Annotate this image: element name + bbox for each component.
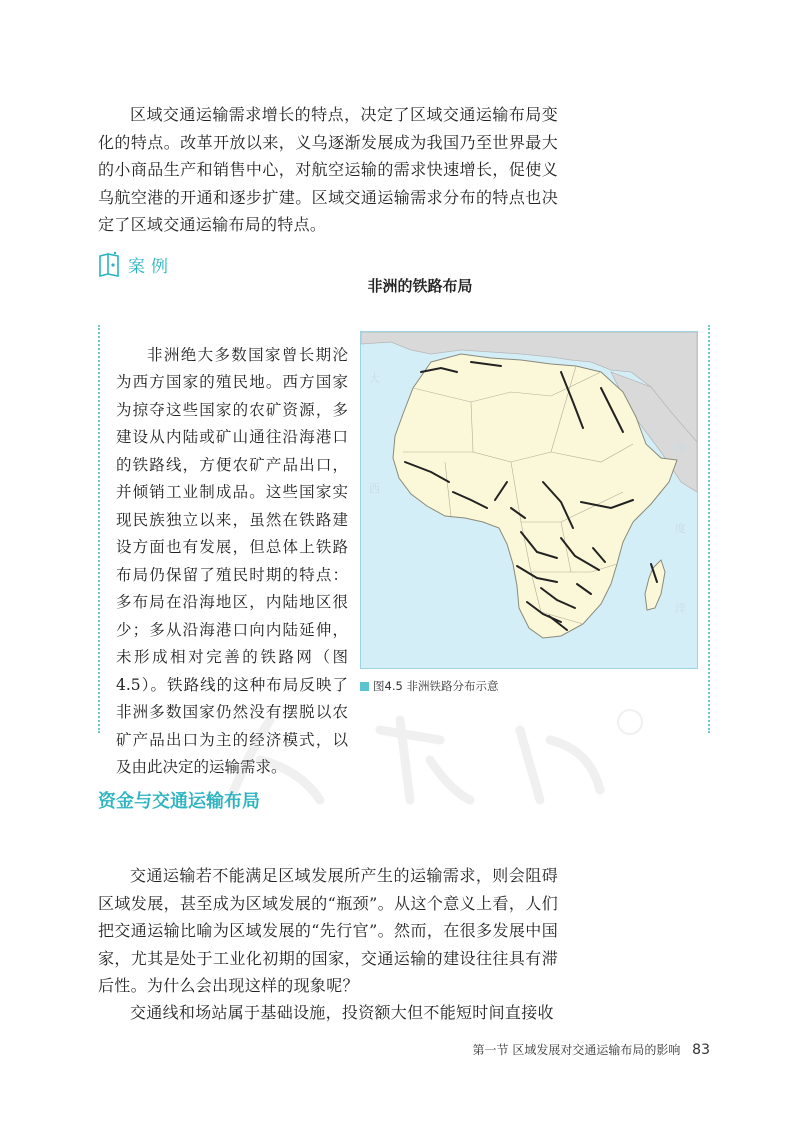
body-paragraph-3: 交通线和场站属于基础设施，投资额大但不能短时间直接收: [130, 1003, 554, 1022]
case-title: 非洲的铁路布局: [367, 277, 473, 295]
figure-caption: [360, 678, 498, 694]
body-paragraph-2: 交通运输若不能满足区域发展所产生的运输需求，则会阻碍区域发展，甚至成为区域发展的“瓶颈”。从这个意义上看，人们把交通运输比喻为区域发展的“先行官”。然而，在很多发展中国家，尤其是处于工业化初期的国家，交通运输的建设往往具有滞后性。为什么会出现这样的现象呢？: [98, 866, 558, 995]
africa-railway-map: [360, 331, 698, 669]
svg-text:大: 大: [369, 372, 380, 385]
svg-text:西: 西: [369, 482, 380, 495]
footer-chapter: 第一节 区域发展对交通运输布局的影响: [472, 1043, 681, 1057]
svg-text:洋: 洋: [675, 602, 686, 615]
case-header: [98, 247, 174, 281]
case-text: 非洲绝大多数国家曾长期沦为西方国家的殖民地。西方国家为掠夺这些国家的农矿资源，多建设从内陆或矿山通往沿海港口的铁路线，方便农矿产品出口，并倾销工业制成品。这些国家实现民族独立以来，虽然在铁路建设方面也有发展，但总体上铁路布局仍保留了殖民时期的特点：多布局在沿海地区，内陆地区很少；多从沿海港口向内陆延伸，未形成相对完善的铁路网（图4.5）。铁路线的这种布局反映了非洲多数国家仍然没有摆脱以农矿产品出口为主的经济模式，以及由此决定的运输需求。: [116, 345, 348, 776]
section-title: 资金与交通运输布局: [98, 791, 260, 812]
svg-text:印: 印: [675, 442, 686, 455]
svg-text:度: 度: [675, 522, 686, 535]
case-label: 案例: [128, 256, 174, 277]
figure-caption-text: 图4.5 非洲铁路分布示意: [373, 679, 499, 693]
page-number: 83: [692, 1042, 710, 1058]
case-border-left: [98, 325, 100, 733]
body-paragraph-1: 区域交通运输需求增长的特点，决定了区域交通运输布局变化的特点。改革开放以来，义乌逐渐发展成为我国乃至世界最大的小商品生产和销售中心，对航空运输的需求快速增长，促使义乌航空港的开通和逐步扩建。区域交通运输需求分布的特点也决定了区域交通运输布局的特点。: [98, 105, 558, 234]
case-border-right: [708, 325, 710, 733]
page-footer: [400, 1041, 710, 1058]
book-icon: [98, 251, 120, 277]
caption-marker-icon: [360, 682, 369, 691]
